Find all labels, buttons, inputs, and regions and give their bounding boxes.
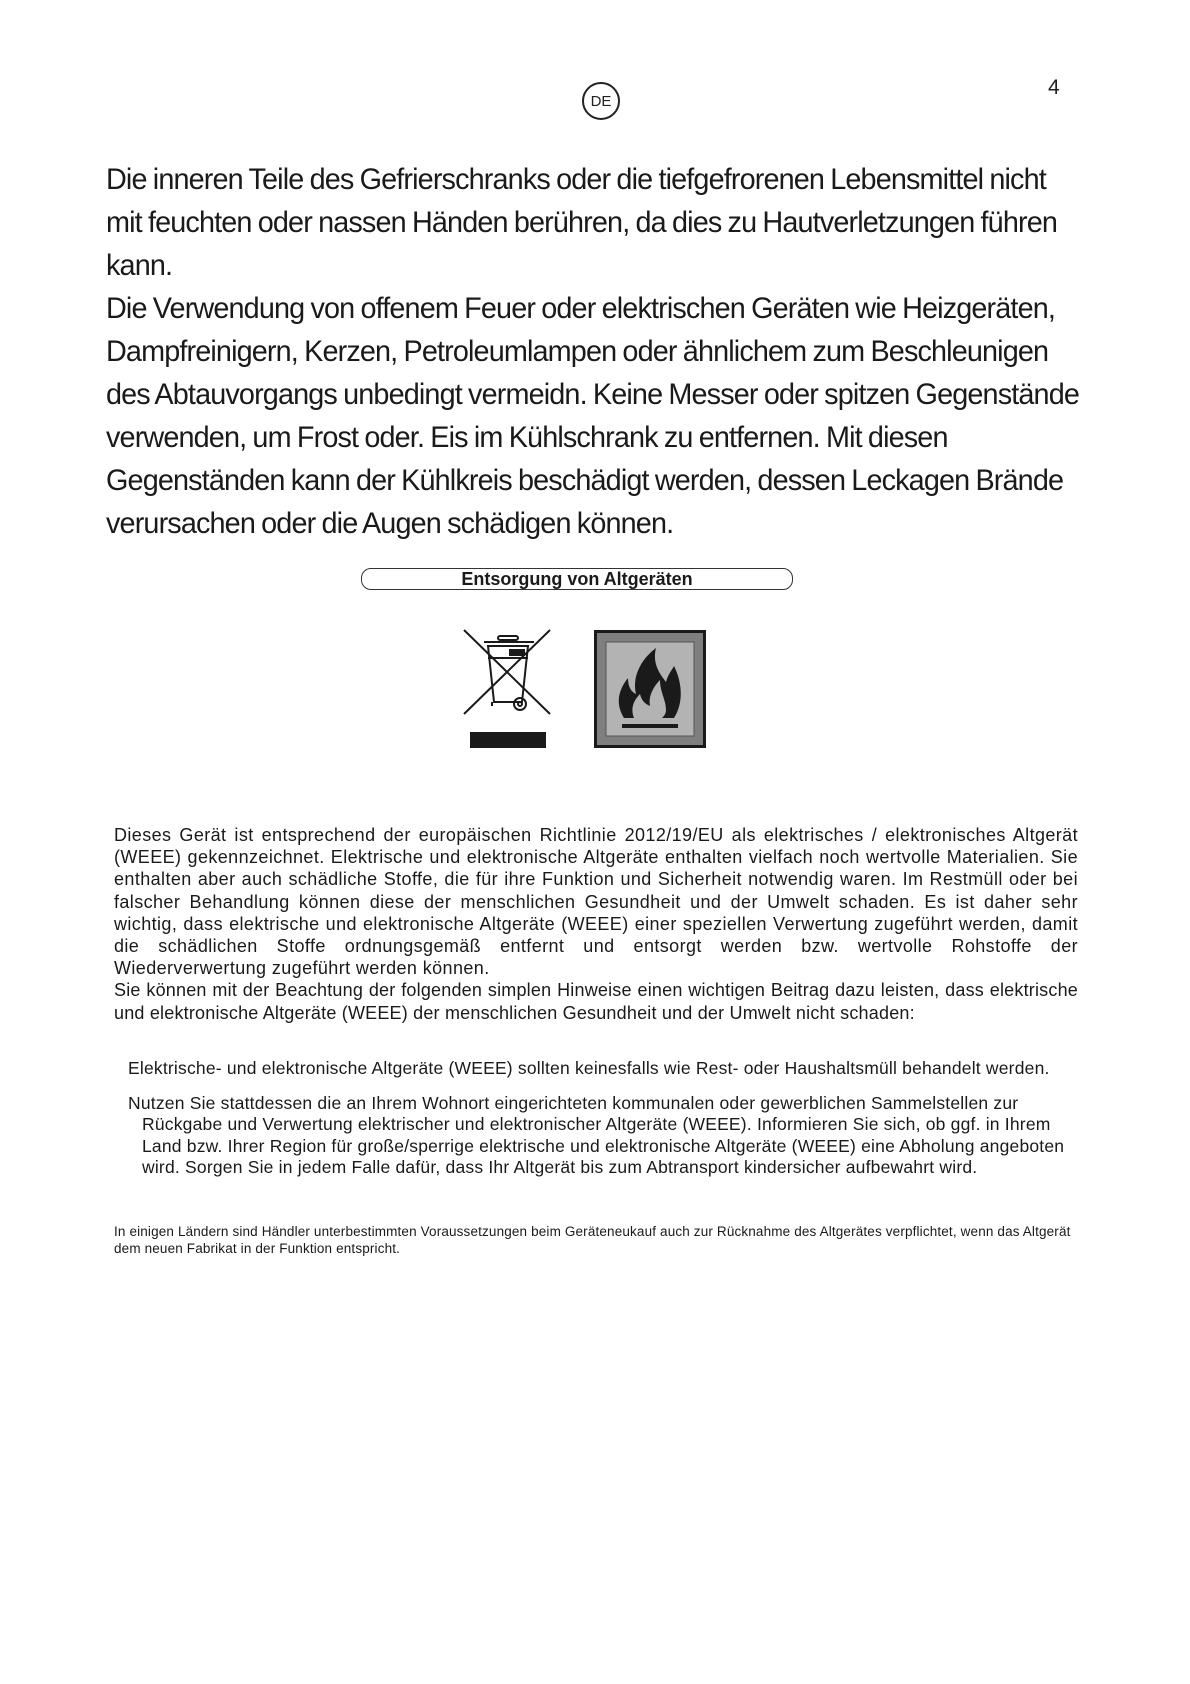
- disposal-paragraph: Sie können mit der Beachtung der folgenden simplen Hinweise einen wichtigen Beitrag dazu leisten, dass elektrische und elektronische Altgeräte (WEEE) der menschlichen Gesundheit und der Umwelt nicht schaden:: [114, 980, 1078, 1023]
- intro-text: [106, 158, 1085, 545]
- disposal-text: [114, 824, 1078, 1024]
- page-number: 4: [1048, 76, 1060, 99]
- list-item: Nutzen Sie stattdessen die an Ihrem Wohnort eingerichteten kommunalen oder gewerblichen Sammelstellen zur Rückgabe und Verwertung elektrischer und elektronischer Altgeräte (WEEE). Informieren Sie sich, ob ggf. in Ihrem Land bzw. Ihrer Region für große/sperrige elektrische und elektronische Altgeräte (WEEE) eine Abholung angeboten wird. Sorgen Sie in jedem Falle dafür, dass Ihr Altgerät bis zum Abtransport kindersicher aufbewahrt wird.: [128, 1092, 1065, 1177]
- section-title: Entsorgung von Altgeräten: [361, 568, 793, 590]
- intro-paragraph: Die Verwendung von offenem Feuer oder elektrischen Geräten wie Heizgeräten, Dampfreinigern, Kerzen, Petroleumlampen oder ähnlichem zum Beschleunigen des Abtauvorgangs unbedingt vermeidn. Keine Messer oder spitzen Gegenstände verwenden, um Frost oder. Eis im Kühlschrank zu entfernen. Mit diesen Gegenständen kann der Kühlkreis beschädigt werden, dessen Leckagen Brände verursachen oder die Augen schädigen können.: [106, 292, 1080, 540]
- disposal-hints: [128, 1058, 1083, 1192]
- disposal-paragraph: Dieses Gerät ist entsprechend der europäischen Richtlinie 2012/19/EU als elektrisches / elektronisches Altgerät (WEEE) gekennzeichnet. Elektrische und elektronische Altgeräte enthalten vielfach noch wertvolle Materialien. Sie enthalten aber auch schädliche Stoffe, die für ihre Funktion und Sicherheit notwendig waren. Im Restmüll oder bei falscher Behandlung können diese der menschlichen Gesundheit und der Umwelt schaden. Es ist daher sehr wichtig, dass elektrische und elektronische Altgeräte (WEEE) einer speziellen Verwertung zugeführt werden, damit die schädlichen Stoffe ordnungsgemäß entfernt und entsorgt werden bzw. wertvolle Rohstoffe der Wiederverwertung zugeführt werden können.: [114, 825, 1078, 979]
- list-item: Elektrische- und elektronische Altgeräte (WEEE) sollten keinesfalls wie Rest- oder Haushaltsmüll behandelt werden.: [128, 1058, 1050, 1078]
- intro-paragraph: Die inneren Teile des Gefrierschranks oder die tiefgefrorenen Lebensmittel nicht mit feuchten oder nassen Händen berühren, da dies zu Hautverletzungen führen kann.: [106, 163, 1058, 282]
- footnote-text: In einigen Ländern sind Händler unterbestimmten Voraussetzungen beim Geräteneukauf auch zur Rücknahme des Altgerätes verpflichtet, wenn das Altgerät dem neuen Fabrikat in der Funktion entspricht.: [114, 1224, 1071, 1256]
- crossed-out-wheelie-bin-icon: [462, 628, 554, 750]
- flame-icon: [594, 630, 706, 748]
- language-badge: DE: [582, 82, 620, 120]
- footnote: [114, 1223, 1084, 1257]
